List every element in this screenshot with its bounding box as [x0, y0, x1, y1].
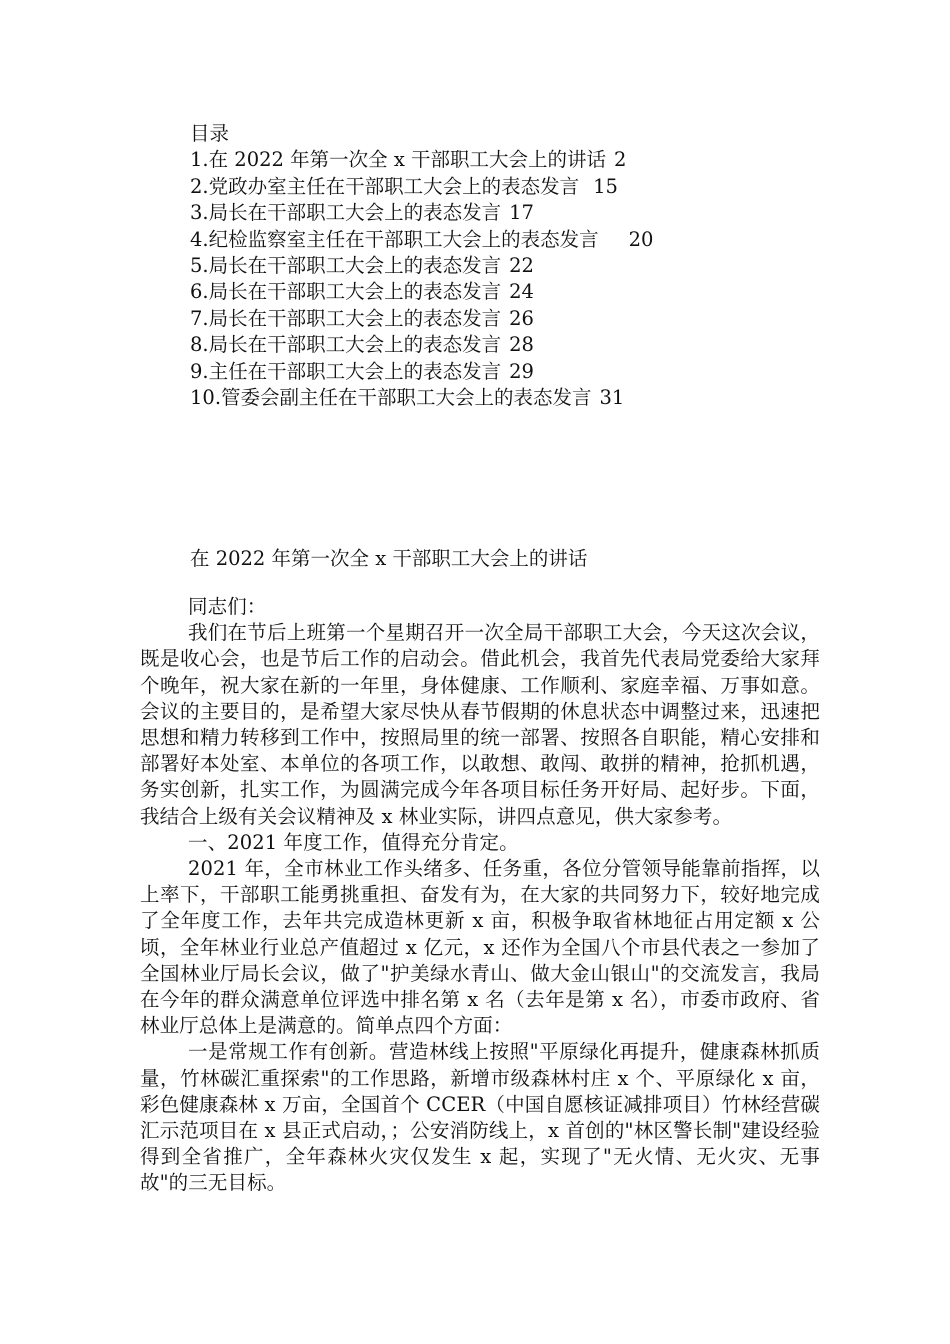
toc-item-page: 15	[593, 174, 618, 198]
salutation: 同志们：	[188, 595, 267, 618]
body-paragraph: 2021 年，全市林业工作头绪多、任务重，各位分管领导能靠前指挥，以上率下，干部职工能勇挑重担、奋发有为，在大家的共同努力下，较好地完成了全年度工作，去年共完成造林更新 x 亩，积极争取省林地征占用定额 x 公顷，全年林业行业总产值超过 x 亿元，x 还作为全国八个市县代表之一参加了全国林业厅局长会议，做了"护美绿水青山、做大金山银山"的交流发言，我局在今年的群众满意单位评选中排名第 x 名（去年是第 x 名），市委市政府、省林业厅总体上是满意的。简单点四个方面：	[140, 857, 820, 1038]
toc-item-page: 28	[509, 333, 534, 357]
toc-item-page: 31	[599, 386, 625, 410]
toc-item-page: 20	[628, 227, 654, 251]
toc-item[interactable]	[190, 359, 830, 385]
body-paragraph: 我们在节后上班第一个星期召开一次全局干部职工大会，今天这次会议，既是收心会，也是节后工作的启动会。借此机会，我首先代表局党委给大家拜个晚年，祝大家在新的一年里，身体健康、工作顺利、家庭幸福、万事如意。会议的主要目的，是希望大家尽快从春节假期的休息状态中调整过来，迅速把思想和精力转移到工作中，按照局里的统一部署、按照各自职能，精心安排和部署好本处室、本单位的各项工作，以敢想、敢闯、敢拼的精神，抢抓机遇，务实创新，扎实工作，为圆满完成今年各项目标任务开好局、起好步。下面，我结合上级有关会议精神及 x 林业实际，讲四点意见，供大家参考。	[140, 621, 820, 828]
toc-item-page: 22	[509, 254, 534, 278]
toc-item[interactable]	[190, 306, 830, 332]
document-title: 在 2022 年第一次全 x 干部职工大会上的讲话	[190, 547, 588, 570]
document-body	[140, 594, 820, 1197]
toc-item-label: 2.党政办室主任在干部职工大会上的表态发言	[190, 174, 580, 198]
toc-item[interactable]	[190, 253, 830, 279]
toc-item-page: 26	[509, 306, 534, 330]
toc-item-label: 9.主任在干部职工大会上的表态发言	[190, 359, 502, 383]
toc-item-label: 6.局长在干部职工大会上的表态发言	[190, 280, 502, 304]
toc-item[interactable]	[190, 200, 830, 226]
toc-item-label: 4.纪检监察室主任在干部职工大会上的表态发言	[190, 227, 599, 251]
toc-item[interactable]	[190, 174, 830, 200]
toc-item-label: 10.管委会副主任在干部职工大会上的表态发言	[190, 386, 592, 410]
section-heading: 一、2021 年度工作，值得充分肯定。	[188, 830, 519, 854]
toc-item-page: 29	[509, 359, 534, 383]
toc-item-page: 24	[509, 280, 534, 304]
table-of-contents	[190, 121, 830, 411]
toc-item-label: 1.在 2022 年第一次全 x 干部职工大会上的讲话	[190, 148, 607, 172]
toc-item[interactable]	[190, 279, 830, 305]
toc-item-page: 2	[614, 148, 627, 172]
toc-item[interactable]	[190, 385, 830, 411]
toc-item-page: 17	[509, 201, 534, 225]
toc-item-label: 8.局长在干部职工大会上的表态发言	[190, 333, 502, 357]
toc-item[interactable]	[190, 332, 830, 358]
toc-item-label: 5.局长在干部职工大会上的表态发言	[190, 254, 502, 278]
toc-item[interactable]	[190, 147, 830, 173]
body-paragraph: 一是常规工作有创新。营造林线上按照"平原绿化再提升，健康森林抓质量，竹林碳汇重探索"的工作思路，新增市级森林村庄 x 个、平原绿化 x 亩，彩色健康森林 x 万亩，全国首个 CCER（中国自愿核证减排项目）竹林经营碳汇示范项目在 x 县正式启动，；公安消防线上，x 首创的"林区警长制"建设经验得到全省推广，全年森林火灾仅发生 x 起，实现了"无火情、无火灾、无事故"的三无目标。	[140, 1040, 820, 1195]
toc-item[interactable]	[190, 227, 830, 253]
toc-title: 目录	[190, 122, 230, 145]
toc-item-label: 3.局长在干部职工大会上的表态发言	[190, 201, 502, 225]
toc-item-label: 7.局长在干部职工大会上的表态发言	[190, 306, 502, 330]
